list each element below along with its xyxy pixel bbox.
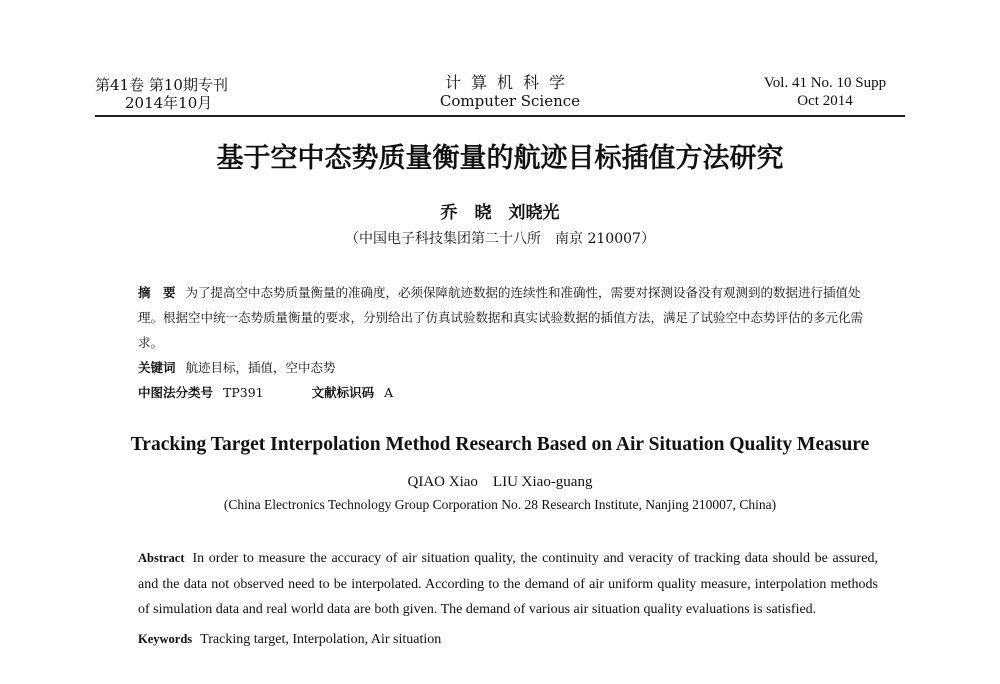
issue-info-en (740, 74, 910, 110)
issue-volume: 第41卷 第10期专刊 (95, 76, 228, 94)
issue-info (95, 76, 228, 112)
authors-en: QIAO Xiao LIU Xiao-guang (407, 474, 593, 490)
affiliation-cn: （中国电子科技集团第二十八所 南京 210007） (345, 231, 655, 247)
keywords-label-cn: 关键词 (138, 360, 176, 375)
journal-name-cn: 计算机科学 (444, 73, 575, 92)
volume-en: Vol. 41 No. 10 Supp (763, 75, 887, 91)
abstract-cn-block (138, 280, 878, 355)
keywords-label-en: Keywords (138, 631, 193, 646)
abstract-cn (138, 280, 878, 405)
paper-title-en: Tracking Target Interpolation Method Research Based on Air Situation Quality Measure (130, 434, 870, 455)
keywords-en (138, 627, 878, 653)
abstract-label-en: Abstract (138, 551, 185, 565)
date-en: Oct 2014 (797, 93, 853, 109)
clc-label: 中图法分类号 (138, 385, 214, 400)
issue-date: 2014年10月 (125, 94, 213, 112)
journal-name-en: Computer Science (439, 92, 581, 110)
paper-title-cn: 基于空中态势质量衡量的航迹目标插值方法研究 (216, 143, 784, 174)
abstract-en-block (138, 546, 878, 623)
clc-value: TP391 (223, 385, 264, 400)
abstract-text-en: In order to measure the accuracy of air situation quality, the continuity and veracity of tracking data should be assured, and the data not observed need to be interpolated. According to the demand of air uniform quality measure, interpolation methods of simulation data and real world data are both given. The demand of various air situation quality evaluations is satisfied. (138, 551, 878, 617)
keywords-text-cn: 航迹目标，插值，空中态势 (185, 360, 336, 375)
abstract-text-cn: 为了提高空中态势质量衡量的准确度，必须保障航迹数据的连续性和准确性，需要对探测设备没有观测到的数据进行插值处理。根据空中统一态势质量衡量的要求，分别给出了仿真试验数据和真实试验数据的插值方法，满足了试验空中态势评估的多元化需求。 (138, 285, 864, 350)
authors-cn: 乔 晓 刘晓光 (440, 203, 560, 223)
classification-cn (138, 380, 878, 405)
affiliation-en: (China Electronics Technology Group Corporation No. 28 Research Institute, Nanjing 210007, China) (223, 497, 777, 512)
doc-code-value: A (384, 385, 394, 400)
keywords-cn (138, 355, 878, 380)
header-rule (95, 115, 905, 117)
abstract-label-cn: 摘 要 (138, 285, 176, 300)
keywords-text-en: Tracking target, Interpolation, Air situation (200, 631, 442, 647)
doc-code-label: 文献标识码 (311, 385, 375, 400)
abstract-en (138, 546, 878, 652)
journal-name (420, 74, 600, 110)
